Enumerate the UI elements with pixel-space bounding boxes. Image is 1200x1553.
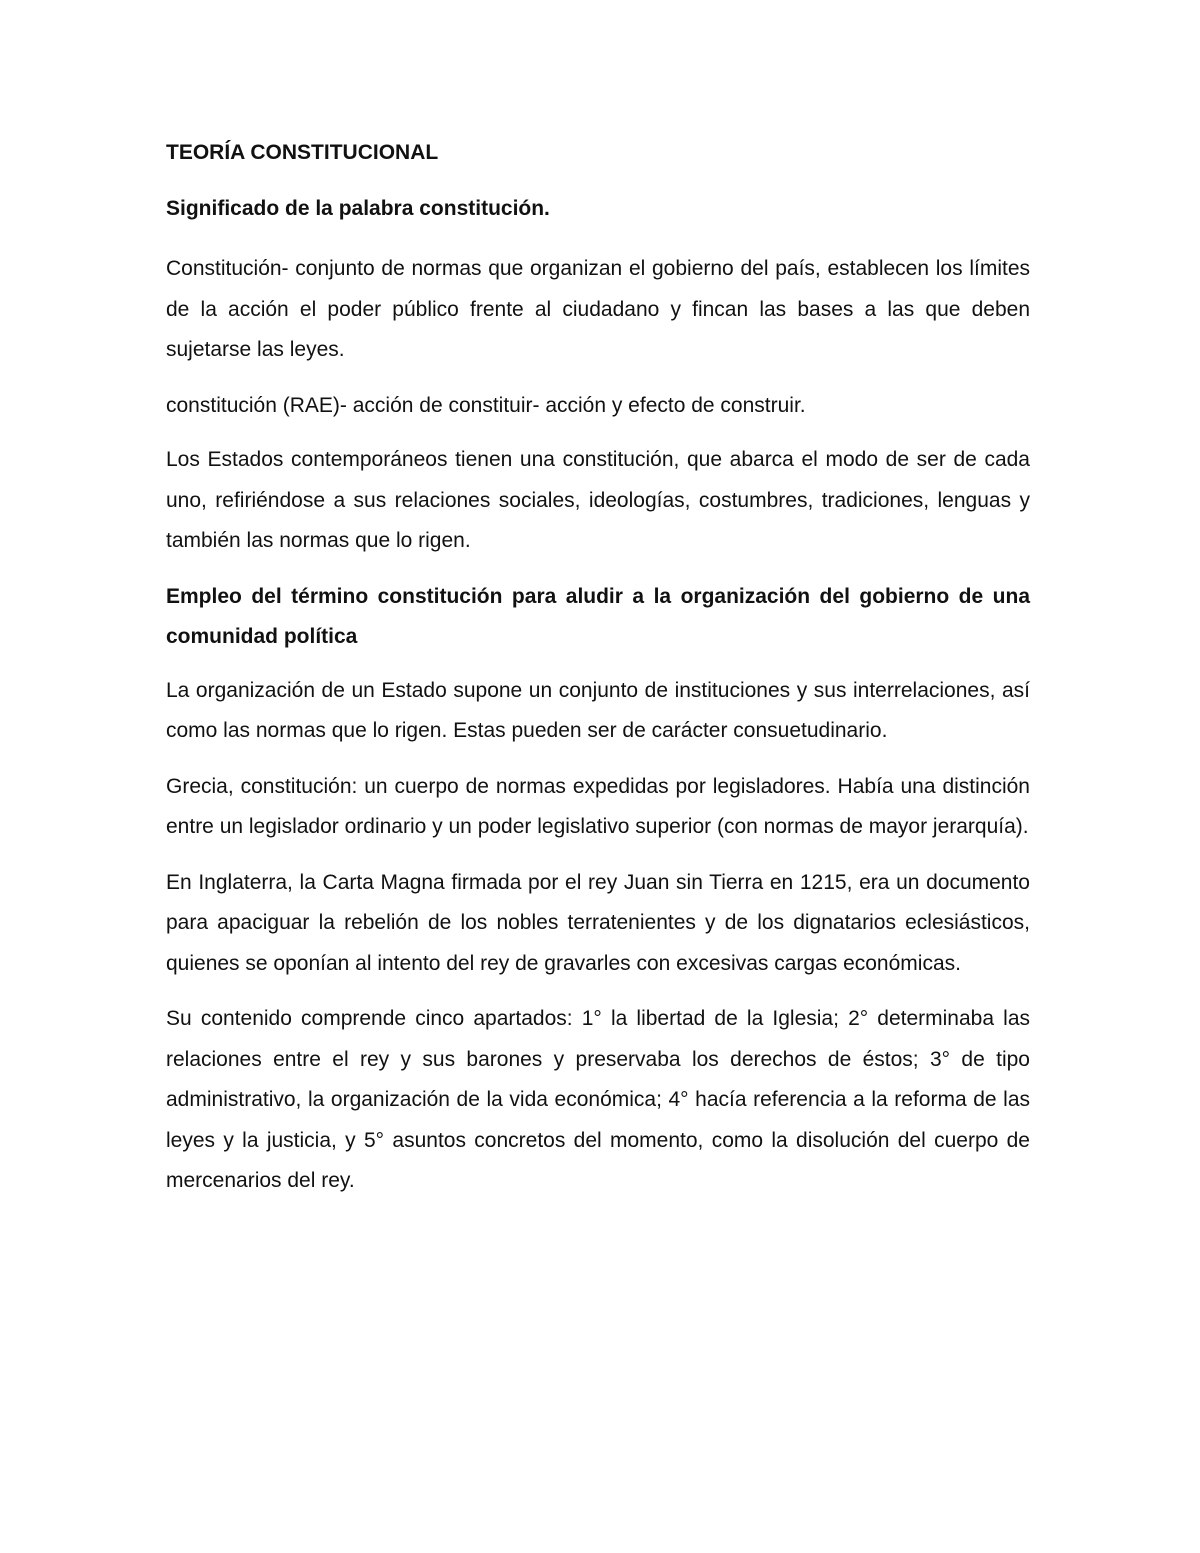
section-heading-empleo: Empleo del término constitución para aludir a la organización del gobierno de una comunidad política bbox=[166, 584, 1030, 648]
section-heading-significado: Significado de la palabra constitución. bbox=[166, 197, 550, 220]
paragraph-estados: Los Estados contemporáneos tienen una constitución, que abarca el modo de ser de cada uno, refiriéndose a sus relaciones sociales, ideologías, costumbres, tradiciones, lenguas y también las normas que lo rigen. bbox=[166, 448, 1030, 552]
paragraph-rae: constitución (RAE)- acción de constituir- acción y efecto de construir. bbox=[166, 393, 806, 417]
paragraph-inglaterra: En Inglaterra, la Carta Magna firmada por el rey Juan sin Tierra en 1215, era un documento para apaciguar la rebelión de los nobles terratenientes y de los dignatarios eclesiásticos, quienes se oponían al intento del rey de gravarles con excesivas cargas económicas. bbox=[166, 870, 1030, 975]
document-body bbox=[166, 138, 1030, 1217]
paragraph-contenido: Su contenido comprende cinco apartados: 1° la libertad de la Iglesia; 2° determinaba las relaciones entre el rey y sus barones y preservaba los derechos de éstos; 3° de tipo administrativo, la organización de la vida económica; 4° hacía referencia a la reforma de las leyes y la justicia, y 5° asuntos concretos del momento, como la disolución del cuerpo de mercenarios del rey. bbox=[166, 1007, 1030, 1192]
paragraph-organizacion: La organización de un Estado supone un conjunto de instituciones y sus interrelaciones, así como las normas que lo rigen. Estas pueden ser de carácter consuetudinario. bbox=[166, 678, 1030, 742]
paragraph-definicion: Constitución- conjunto de normas que organizan el gobierno del país, establecen los límites de la acción el poder público frente al ciudadano y fincan las bases a las que deben sujetarse las leyes. bbox=[166, 257, 1030, 361]
paragraph-grecia: Grecia, constitución: un cuerpo de normas expedidas por legisladores. Había una distinción entre un legislador ordinario y un poder legislativo superior (con normas de mayor jerarquía). bbox=[166, 774, 1030, 838]
document-title: TEORÍA CONSTITUCIONAL bbox=[166, 141, 439, 164]
